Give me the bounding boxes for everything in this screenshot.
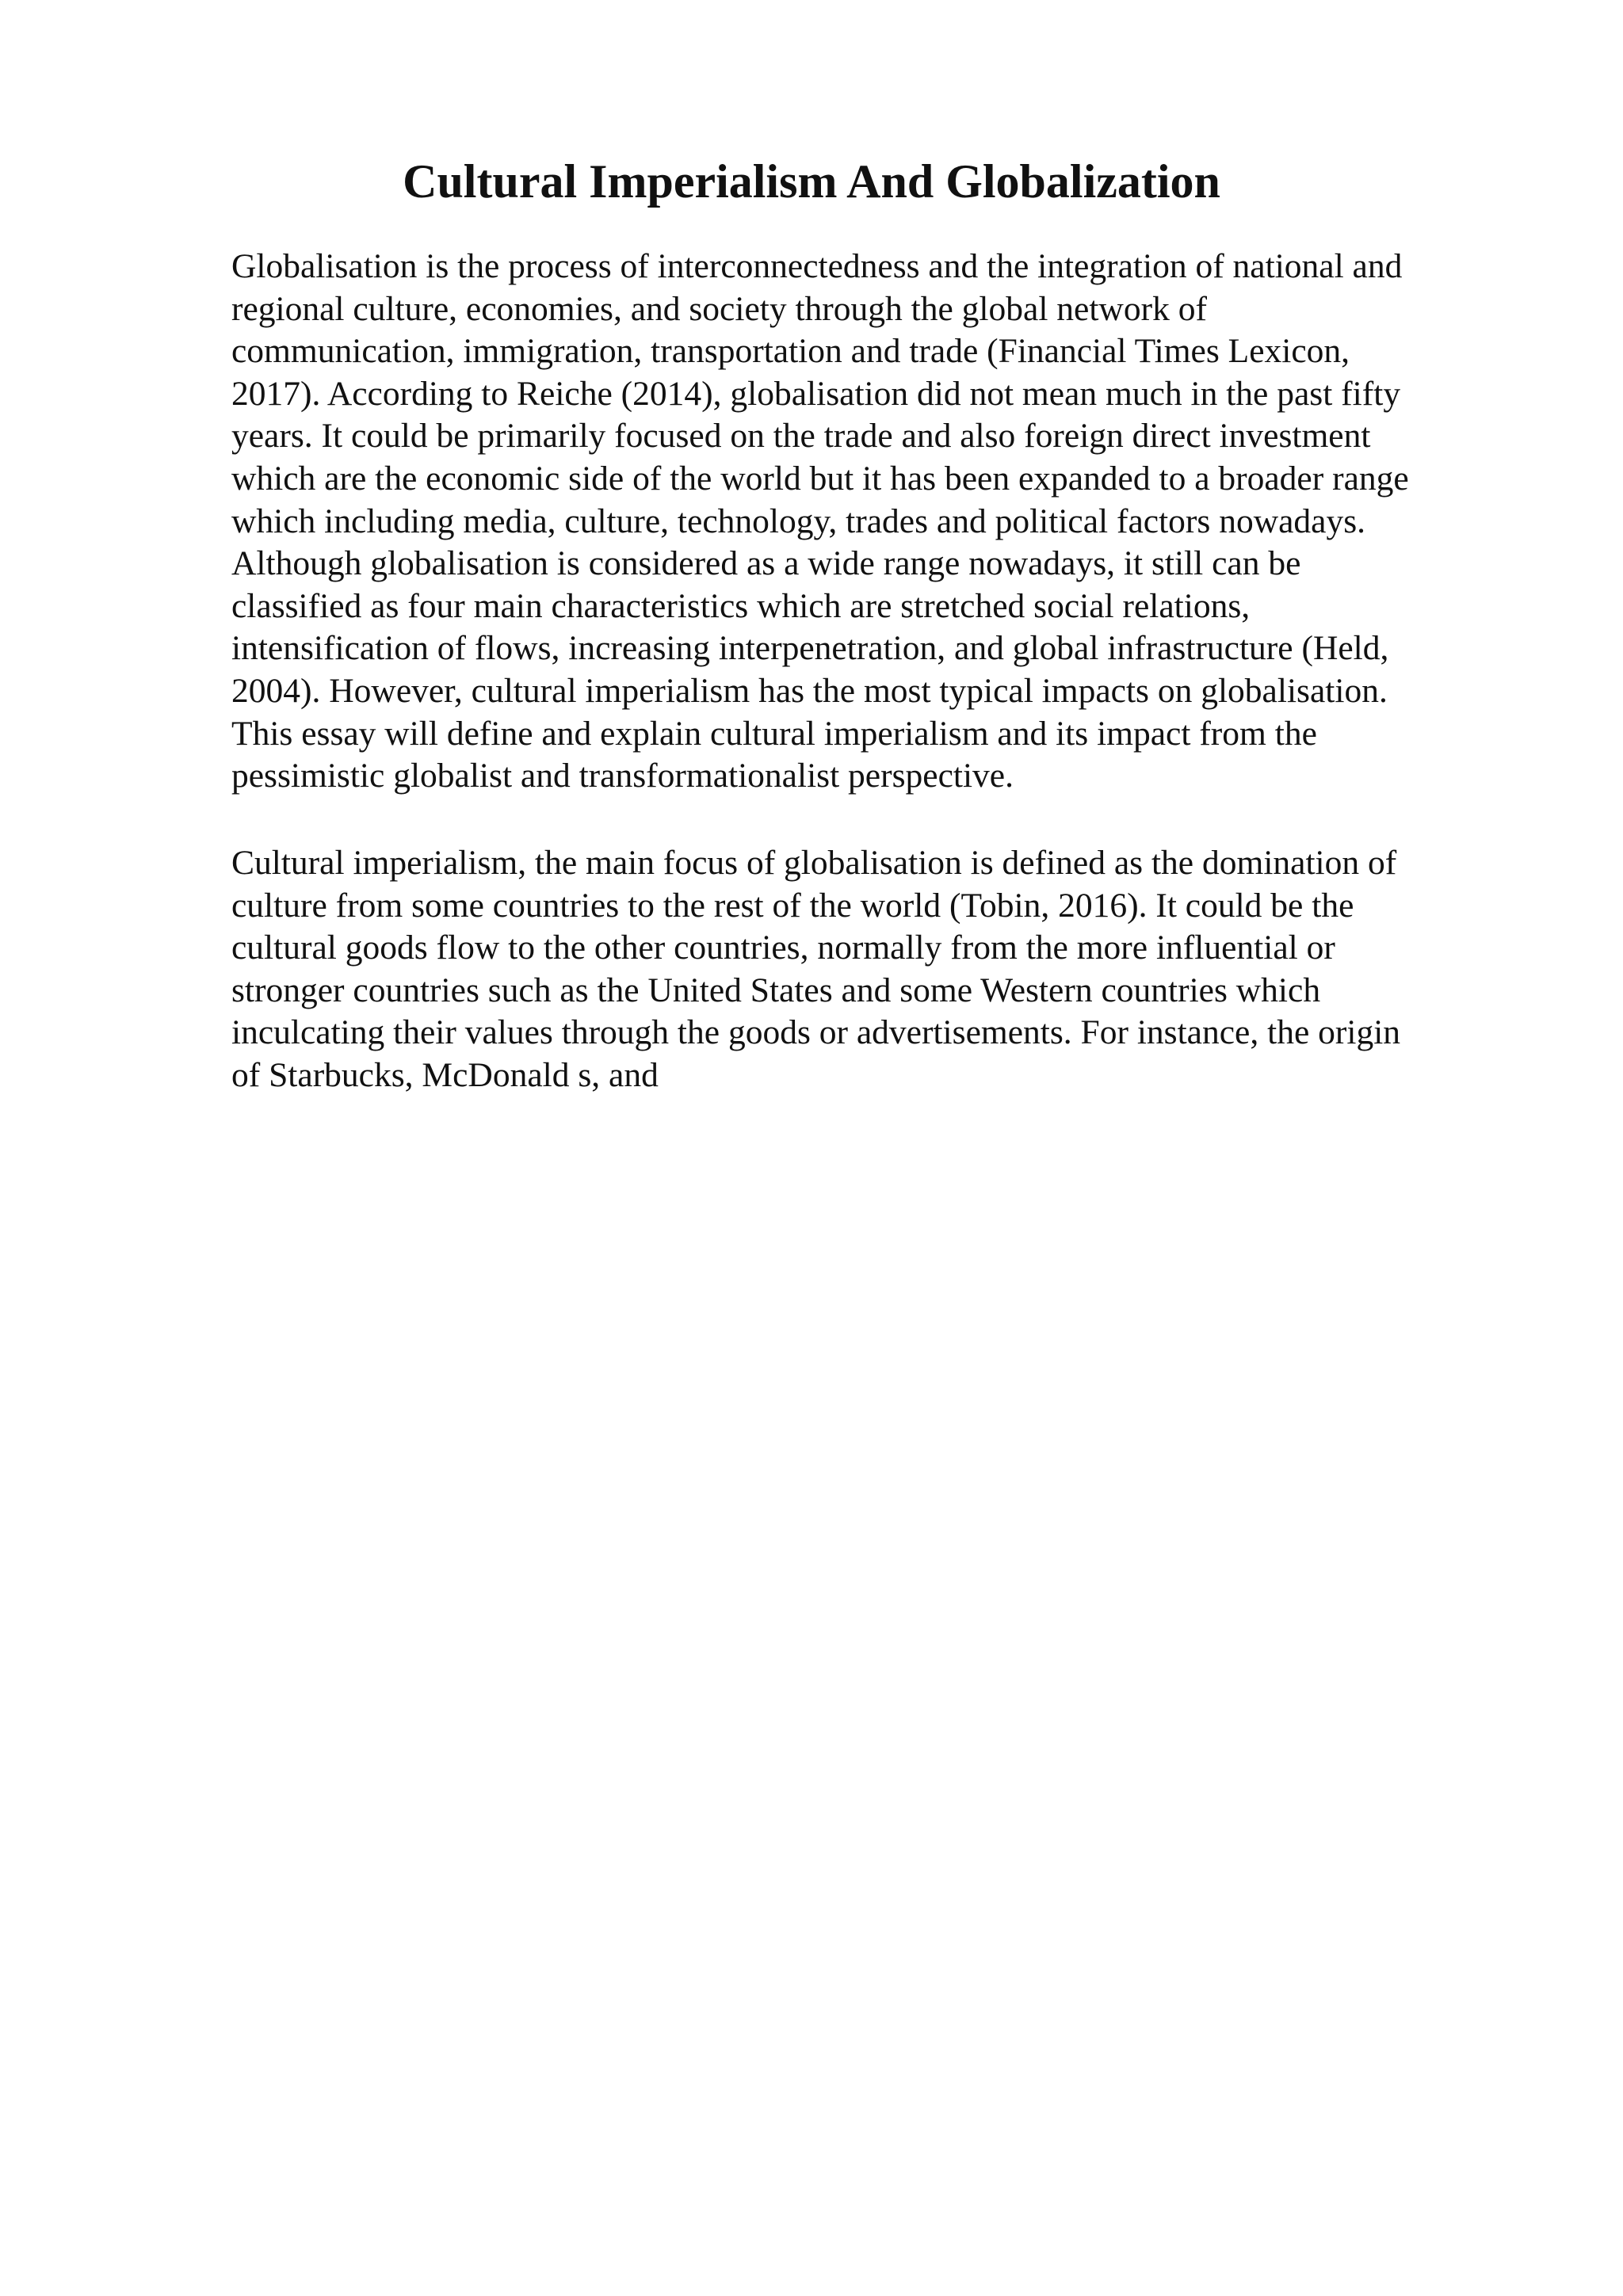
text-line: which including media, culture, technology, trades and political factors nowadays. <box>231 502 1366 540</box>
text-line: 2004). However, cultural imperialism has the most typical impacts on globalisation. <box>231 671 1388 710</box>
body-paragraph <box>231 246 1515 798</box>
text-line: Globalisation is the process of interconnectedness and the integration of national and <box>231 247 1403 285</box>
text-line: of Starbucks, McDonald s, and <box>231 1055 659 1094</box>
body-paragraph <box>231 842 1515 1097</box>
text-line: which are the economic side of the world but it has been expanded to a broader range <box>231 459 1409 498</box>
text-line: Cultural imperialism, the main focus of globalisation is defined as the domination of <box>231 844 1397 882</box>
text-line: stronger countries such as the United States and some Western countries which <box>231 971 1321 1009</box>
text-line: cultural goods flow to the other countries, normally from the more influential or <box>231 929 1335 967</box>
text-line: regional culture, economies, and society through the global network of <box>231 289 1207 328</box>
text-line: culture from some countries to the rest of the world (Tobin, 2016). It could be the <box>231 886 1354 925</box>
document-title: Cultural Imperialism And Globalization <box>403 155 1220 208</box>
text-line: intensification of flows, increasing interpenetration, and global infrastructure (Held, <box>231 629 1389 668</box>
text-line: pessimistic globalist and transformationalist perspective. <box>231 757 1014 795</box>
text-line: classified as four main characteristics which are stretched social relations, <box>231 586 1251 625</box>
text-line: This essay will define and explain cultural imperialism and its impact from the <box>231 714 1317 753</box>
text-line: 2017). According to Reiche (2014), globalisation did not mean much in the past fifty <box>231 374 1401 413</box>
text-line: Although globalisation is considered as a wide range nowadays, it still can be <box>231 544 1301 583</box>
text-line: inculcating their values through the goods or advertisements. For instance, the origin <box>231 1013 1401 1052</box>
text-line: years. It could be primarily focused on the trade and also foreign direct investment <box>231 417 1371 456</box>
text-line: communication, immigration, transportation and trade (Financial Times Lexicon, <box>231 332 1350 371</box>
